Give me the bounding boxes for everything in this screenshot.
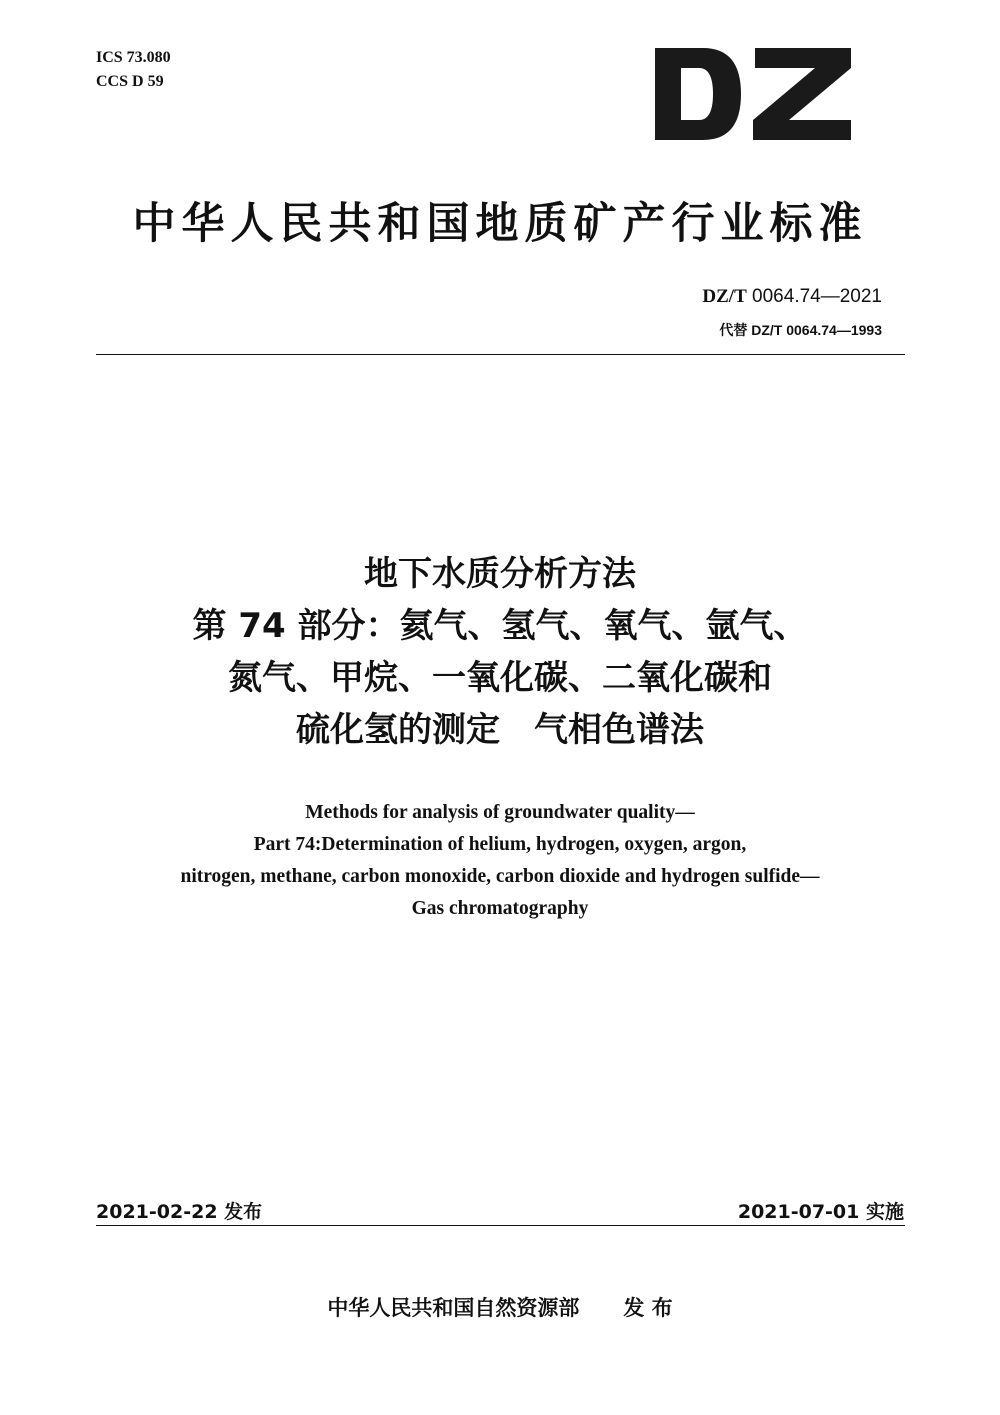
english-title (60, 797, 940, 925)
footer-divider (96, 1225, 905, 1226)
chinese-title-line: 第 74 部分：氦气、氢气、氧气、氩气、 (192, 606, 808, 646)
chinese-title-line: 氮气、甲烷、一氧化碳、二氧化碳和 (228, 658, 772, 698)
standard-number (702, 286, 882, 308)
english-title-line: Gas chromatography (411, 898, 589, 919)
english-title-line: Part 74:Determination of helium, hydrogen, oxygen, argon, (253, 834, 747, 855)
classification-codes (96, 46, 171, 94)
header-divider (96, 354, 905, 355)
publisher-action: 发 布 (623, 1296, 673, 1320)
implementation-date: 2021-07-01 实施 (737, 1201, 904, 1223)
standard-number-prefix: DZ/T (702, 286, 747, 307)
chinese-title (60, 548, 940, 756)
publisher (60, 1292, 940, 1322)
ccs-code: CCS D 59 (96, 73, 164, 90)
english-title-line: Methods for analysis of groundwater quality— (305, 802, 695, 823)
chinese-title-line: 硫化氢的测定 气相色谱法 (296, 710, 704, 750)
english-title-line: nitrogen, methane, carbon monoxide, carbon dioxide and hydrogen sulfide— (180, 866, 820, 887)
ics-code: ICS 73.080 (96, 49, 171, 66)
publisher-name: 中华人民共和国自然资源部 (327, 1296, 580, 1320)
issue-date: 2021-02-22 发布 (96, 1201, 263, 1223)
replaced-standard-prefix: 代替 DZ/T (719, 322, 783, 338)
industry-standard-title: 中华人民共和国地质矿产行业标准 (132, 199, 868, 249)
standard-number-value: 0064.74—2021 (752, 286, 882, 307)
chinese-title-line: 地下水质分析方法 (364, 554, 636, 594)
replaced-standard-value: 0064.74—1993 (786, 322, 882, 338)
replaced-standard (719, 320, 882, 340)
dz-logo (655, 44, 855, 144)
